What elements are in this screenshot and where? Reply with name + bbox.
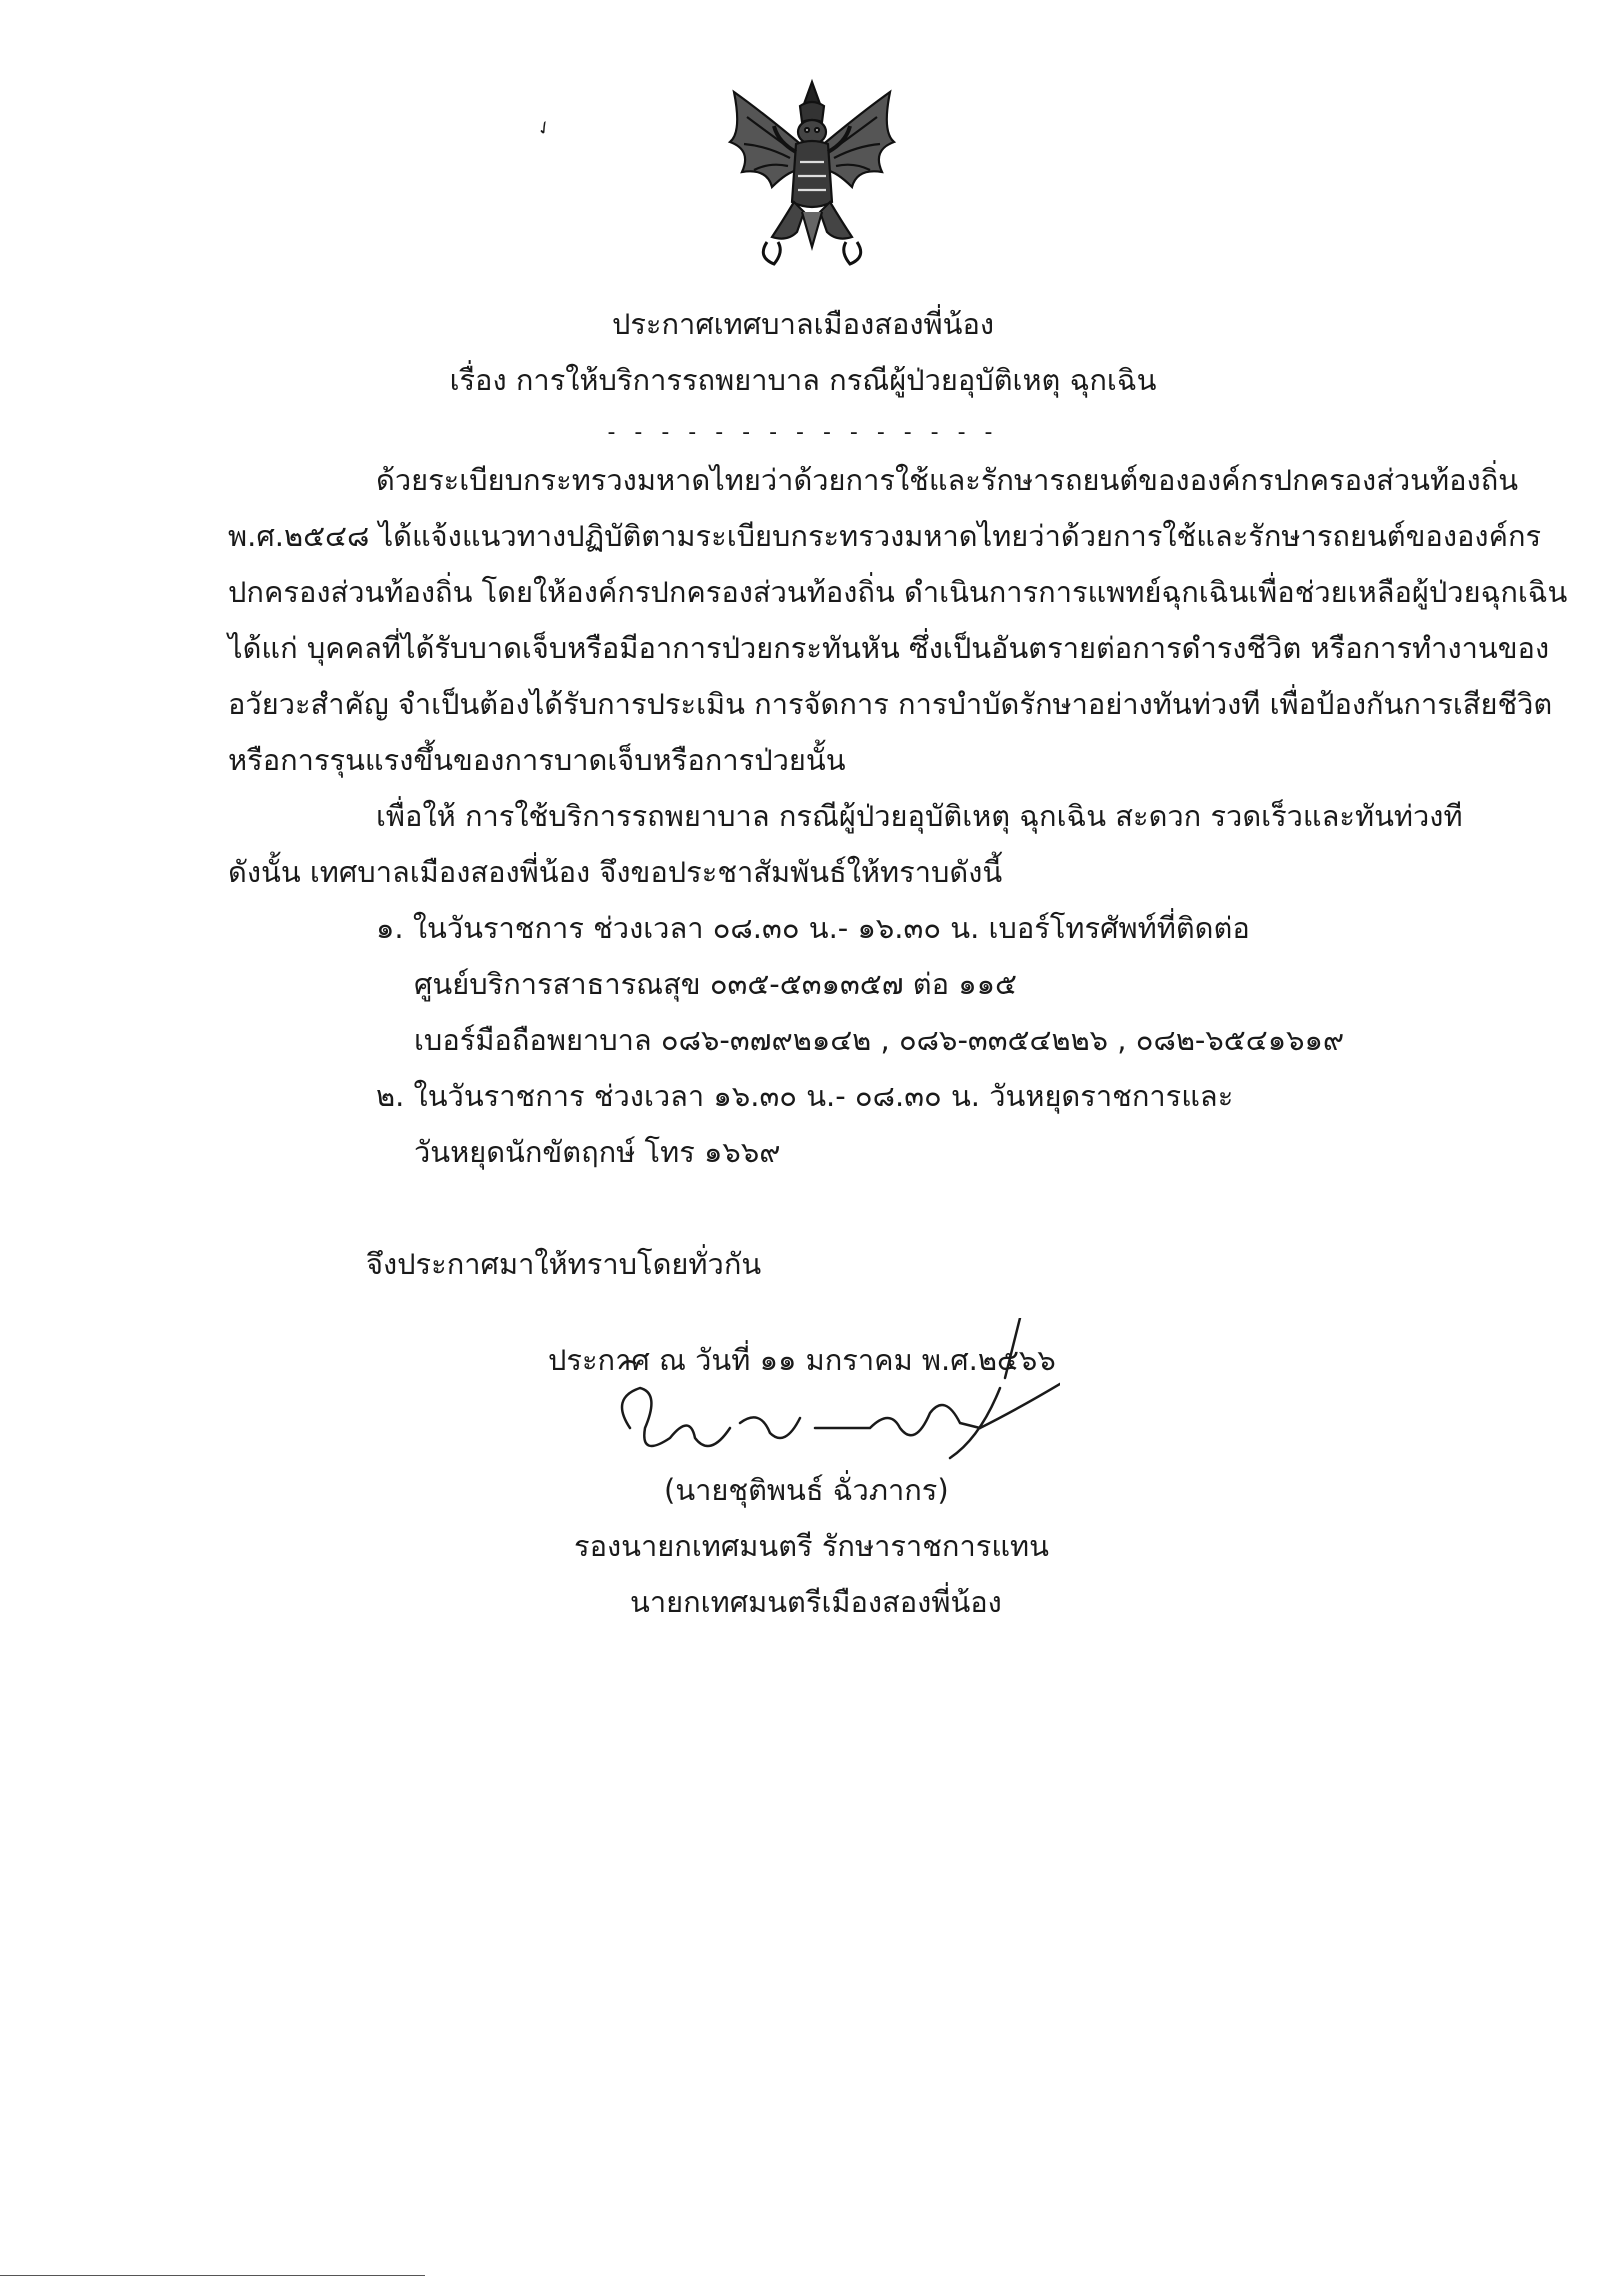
paragraph1-line3: ปกครองส่วนท้องถิ่น โดยให้องค์กรปกครองส่วนท้องถิ่น ดำเนินการการแพทย์ฉุกเฉินเพื่อช่วยเหลือผู้ป่วยฉุกเฉิน (228, 575, 1568, 609)
garuda-emblem-icon (712, 72, 912, 272)
signer-position1: รองนายกเทศมนตรี รักษาราชการแทน (574, 1529, 1049, 1563)
paragraph1-line6: หรือการรุนแรงขึ้นของการบาดเจ็บหรือการป่วยนั้น (228, 743, 846, 777)
footer-rule (0, 2275, 425, 2276)
paragraph2-line2: ดังนั้น เทศบาลเมืองสองพี่น้อง จึงขอประชาสัมพันธ์ให้ทราบดังนี้ (228, 855, 1003, 889)
item1-line3: เบอร์มือถือพยาบาล ๐๘๖-๓๗๙๒๑๔๒ , ๐๘๖-๓๓๕๔๒๒๖ , ๐๘๒-๖๕๔๑๖๑๙ (414, 1023, 1345, 1057)
paragraph2-line1: เพื่อให้ การใช้บริการรถพยาบาล กรณีผู้ป่วยอุบัติเหตุ ฉุกเฉิน สะดวก รวดเร็วและทันท่วงที (376, 799, 1463, 833)
announcement-subject: เรื่อง การให้บริการรถพยาบาล กรณีผู้ป่วยอุบัติเหตุ ฉุกเฉิน (449, 363, 1157, 397)
stray-mark: ✓ (532, 115, 557, 142)
handwritten-signature (600, 1318, 1060, 1468)
paragraph1-line2: พ.ศ.๒๕๔๘ ได้แจ้งแนวทางปฏิบัติตามระเบียบกระทรวงมหาดไทยว่าด้วยการใช้และรักษารถยนต์ขององค์กร (228, 519, 1542, 553)
announcement-title: ประกาศเทศบาลเมืองสองพี่น้อง (611, 307, 995, 341)
item1-line2: ศูนย์บริการสาธารณสุข ๐๓๕-๕๓๑๓๕๗ ต่อ ๑๑๕ (414, 967, 1017, 1001)
title-separator: - - - - - - - - - - - - - - - (607, 420, 999, 445)
item2-line1: ๒. ในวันราชการ ช่วงเวลา ๑๖.๓๐ น.- ๐๘.๓๐ น. วันหยุดราชการและ (376, 1079, 1234, 1113)
date-line: ประกาศ ณ วันที่ ๑๑ มกราคม พ.ศ.๒๕๖๖ (548, 1343, 1056, 1377)
signer-position2: นายกเทศมนตรีเมืองสองพี่น้อง (630, 1585, 1002, 1619)
item2-line2: วันหยุดนักขัตฤกษ์ โทร ๑๖๖๙ (414, 1135, 781, 1169)
paragraph1-line4: ได้แก่ บุคคลที่ได้รับบาดเจ็บหรือมีอาการป่วยกระทันหัน ซึ่งเป็นอันตรายต่อการดำรงชีวิต หรือการทำงานของ (228, 631, 1550, 665)
signer-name: (นายชุติพนธ์ ฉั่วภากร) (664, 1473, 949, 1507)
paragraph1-line5: อวัยวะสำคัญ จำเป็นต้องได้รับการประเมิน การจัดการ การบำบัดรักษาอย่างทันท่วงที เพื่อป้องกันการเสียชีวิต (228, 687, 1553, 721)
paragraph1-line1: ด้วยระเบียบกระทรวงมหาดไทยว่าด้วยการใช้และรักษารถยนต์ขององค์กรปกครองส่วนท้องถิ่น (376, 463, 1519, 497)
closing-line: จึงประกาศมาให้ทราบโดยทั่วกัน (366, 1247, 762, 1281)
item1-line1: ๑. ในวันราชการ ช่วงเวลา ๐๘.๓๐ น.- ๑๖.๓๐ น. เบอร์โทรศัพท์ที่ติดต่อ (376, 911, 1250, 945)
